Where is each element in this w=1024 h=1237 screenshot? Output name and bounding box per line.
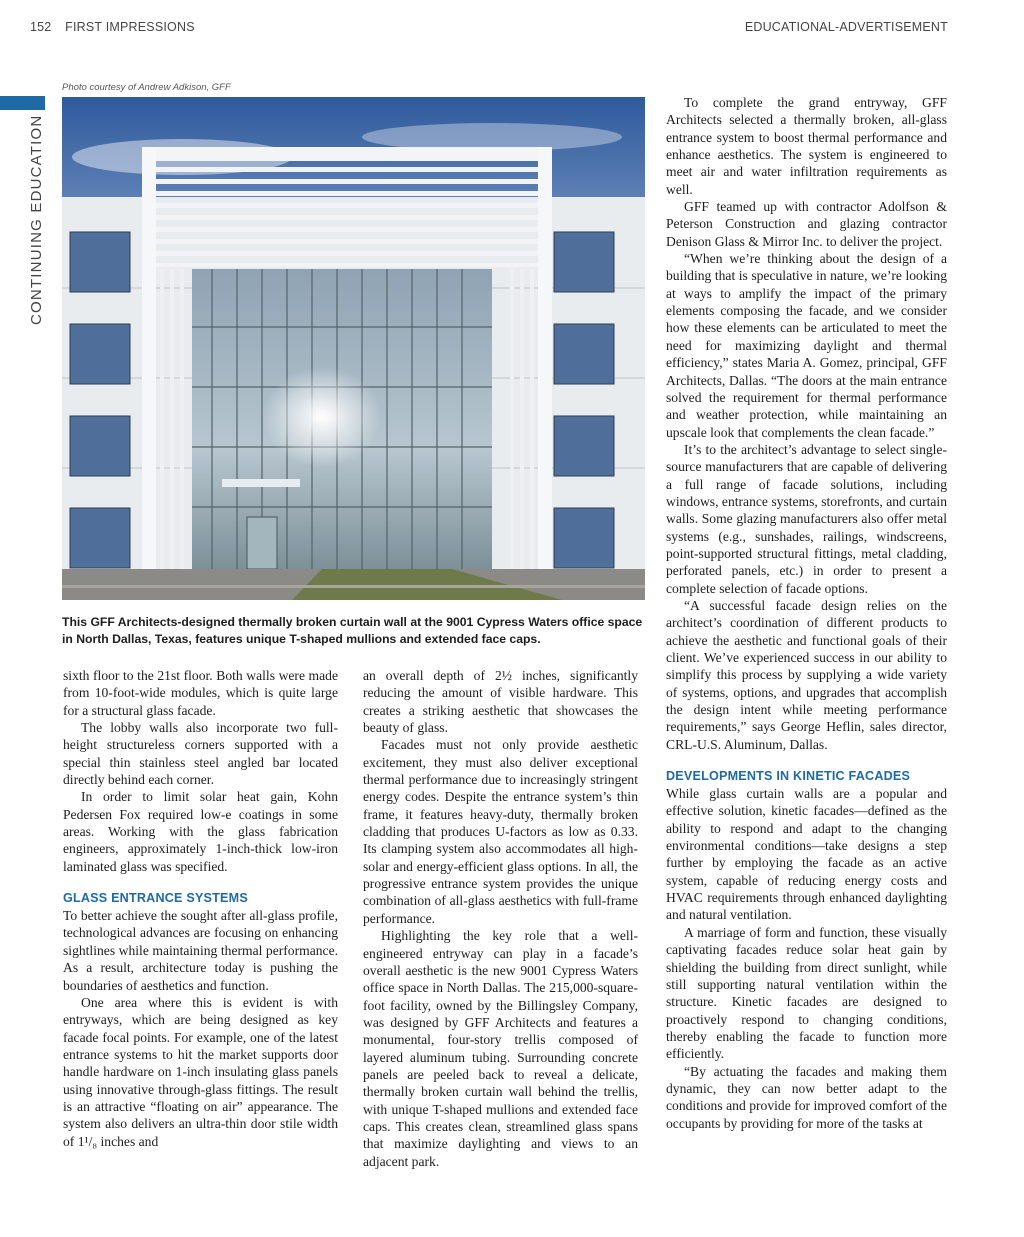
- advertisement-label: EDUCATIONAL-ADVERTISEMENT: [744, 20, 948, 34]
- photo-credit: Photo courtesy of Andrew Adkison, GFF: [62, 82, 231, 93]
- paragraph: sixth floor to the 21st floor. Both walls were made from 10-foot-wide modules, which is quite large for a structural glass facade.: [63, 668, 338, 718]
- paragraph: The lobby walls also incorporate two full-height structureless corners supported with a special thin stainless steel angled bar located directly behind each corner.: [63, 720, 338, 788]
- section-tab: [0, 96, 45, 110]
- article-column-3: [666, 94, 947, 1132]
- paragraph: “A successful facade design relies on the architect’s coordination of different products to achieve the aesthetic and functional goals of their client. We’ve experienced success in our ability to simplify this process by supplying a wide variety of systems, options, and upgrades that accomplish the design intent while meeting performance requirements,” says George Heflin, sales director, CRL-U.S. Aluminum, Dallas.: [666, 597, 947, 752]
- page-number: 152: [30, 20, 52, 34]
- paragraph: In order to limit solar heat gain, Kohn Pedersen Fox required low-e coatings in some areas. Working with the glass fabrication engineers, approximately 1-inch-thick low-iron laminated glass was specified.: [63, 789, 338, 874]
- running-head: [30, 20, 948, 40]
- article-column-2: [363, 667, 638, 1170]
- figure-caption: This GFF Architects-designed thermally broken curtain wall at the 9001 Cypress Waters office space in North Dallas, Texas, features unique T-shaped mullions and extended face caps.: [62, 615, 643, 646]
- paragraph: an overall depth of 2½ inches, significantly reducing the amount of visible hardware. This creates a striking aesthetic that showcases the beauty of glass.: [363, 668, 638, 736]
- building-photo: [62, 97, 645, 600]
- section-heading: GLASS ENTRANCE SYSTEMS: [63, 891, 248, 906]
- paragraph: “When we’re thinking about the design of a building that is speculative in nature, we’re looking at ways to amplify the impact of the primary elements composing the facade, and we consider how these elements can be articulated to meet the need for maximizing daylight and thermal efficiency,” states Maria A. Gomez, principal, GFF Architects, Dallas. “The doors at the main entrance solved the requirement for thermal performance and weather protection, while maintaining an upscale look that complements the clean facade.”: [666, 251, 947, 440]
- paragraph: “By actuating the facades and making them dynamic, they can now better adapt to the conditions and provide for improved comfort of the occupants by providing for more of the tasks at: [666, 1063, 947, 1131]
- section-title: FIRST IMPRESSIONS: [65, 20, 195, 34]
- continuing-education-label: CONTINUING EDUCATION: [28, 114, 45, 325]
- paragraph: It’s to the architect’s advantage to select single-source manufacturers that are capable of delivering a full range of facade solutions, including windows, entrance systems, storefronts, and curtain walls. Some glazing manufacturers also offer metal systems (e.g., sunshades, railings, windscreens, point-supported structural fittings, metal cladding, perforated panels, etc.) in order to present a complete selection of facade options.: [666, 441, 947, 596]
- paragraph: One area where this is evident is with entryways, which are being designed as key facade focal points. For example, one of the latest entrance systems to hit the market supports door handle hardware on 1-inch insulating glass panels using innovative through-glass fittings. The result is an attractive “floating on air” appearance. The system also delivers an ultra-thin door stile width of 1¹/₈ inches and: [63, 994, 338, 1149]
- article-column-1: [63, 667, 338, 1150]
- paragraph: Highlighting the key role that a well-engineered entryway can play in a facade’s overall aesthetic is the new 9001 Cypress Waters office space in North Dallas. The 215,000-square-foot facility, owned by the Billingsley Company, was designed by GFF Architects and features a monumental, four-story trellis composed of layered aluminum tubing. Surrounding concrete panels are peeled back to reveal a delicate, thermally broken curtain wall behind the trellis, with unique T-shaped mullions and extended face caps. This creates clean, streamlined glass spans that maximize daylighting and views to an adjacent park.: [363, 928, 638, 1169]
- paragraph: Facades must not only provide aesthetic excitement, they must also deliver exceptional thermal performance due to increasingly stringent energy codes. Despite the entrance system’s thin frame, it features heavy-duty, thermally broken cladding that produces U-factors as low as 0.33. Its clamping system also accommodates all high-solar and energy-efficient glass options. In all, the progressive entrance system provides the unique combination of all-glass aesthetics with full-frame performance.: [363, 737, 638, 926]
- paragraph: While glass curtain walls are a popular and effective solution, kinetic facades—defined as the ability to respond and adapt to the changing environmental conditions—take designs a step further by employing the facade as an active system, capable of reducing energy costs and HVAC requirements through enhanced daylighting and natural ventilation.: [666, 786, 947, 923]
- paragraph: A marriage of form and function, these visually captivating facades reduce solar heat gain by shielding the building from direct sunlight, while still supporting natural ventilation within the structure. Kinetic facades are designed to proactively respond to changing conditions, thereby enabling the facade to function more efficiently.: [666, 924, 947, 1062]
- section-heading: DEVELOPMENTS IN KINETIC FACADES: [666, 769, 911, 784]
- paragraph: To complete the grand entryway, GFF Architects selected a thermally broken, all-glass entrance system to boost thermal performance and enhance aesthetics. The system is engineered to meet air and water infiltration requirements as well.: [666, 95, 947, 197]
- paragraph: GFF teamed up with contractor Adolfson & Peterson Construction and glazing contractor Denison Glass & Mirror Inc. to deliver the project.: [666, 199, 947, 249]
- paragraph: To better achieve the sought after all-glass profile, technological advances are focusing on enhancing sightlines while maintaining thermal performance. As a result, architecture today is pushing the boundaries of aesthetics and function.: [63, 908, 338, 993]
